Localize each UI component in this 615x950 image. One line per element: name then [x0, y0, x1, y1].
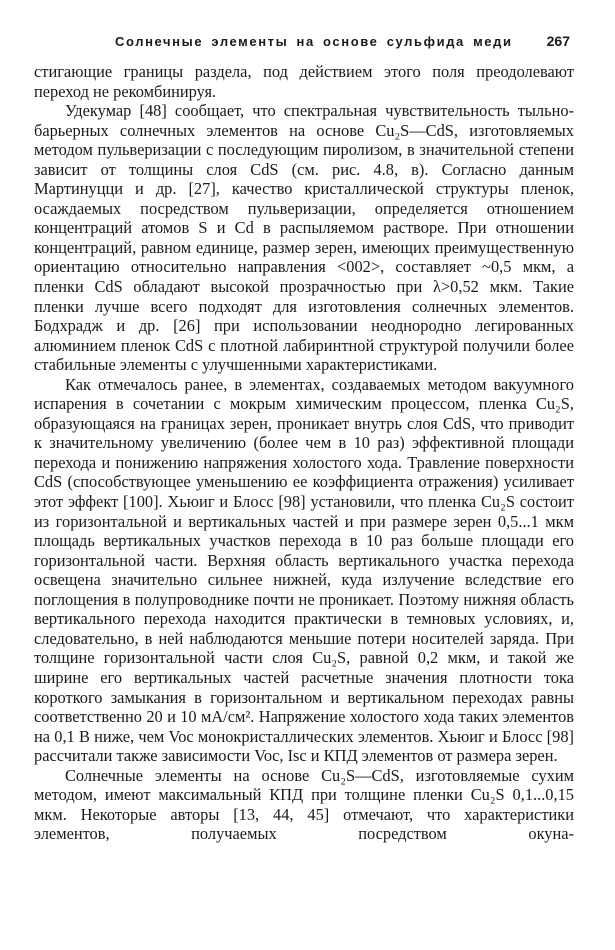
paragraph-1: стигающие границы раздела, под действием этого поля преодолевают переход не рекомбинируя.	[34, 62, 574, 101]
running-title: Солнечные элементы на основе сульфида меди	[115, 34, 513, 49]
paragraph-4: Солнечные элементы на основе Cu₂S—CdS, изготовляемые сухим методом, имеют максимальный КПД при толщине пленки Cu₂S 0,1...0,15 мкм. Некоторые авторы [13, 44, 45] отмечают, что характеристики элементов, получаемых посредством окуна-	[34, 765, 574, 844]
page-header	[60, 34, 570, 56]
page-number: 267	[546, 33, 570, 49]
body-text	[34, 62, 574, 844]
paragraph-3: Как отмечалось ранее, в элементах, создаваемых методом вакуумного испарения в сочетании с мокрым химическим процессом, пленка Cu₂S, образующаяся на границах зерен, проникает внутрь слоя CdS, что приводит к значительному увеличению (более чем в 10 раз) эффективной площади перехода и понижению напряжения холостого хода. Травление поверхности CdS (способствующее уменьшению ее коэффициента отражения) усиливает этот эффект [100]. Хьюиг и Блосс [98] установили, что пленка Cu₂S состоит из горизонтальной и вертикальных частей и при размере зерен 0,5...1 мкм площадь вертикальных участков перехода в 10 раз больше площади его горизонтальной части. Верхняя область вертикального участка перехода освещена значительно сильнее нижней, куда излучение вследствие его поглощения в полупроводнике почти не проникает. Поэтому нижняя область вертикального перехода находится практически в темновых условиях, и, следовательно, в ней наблюдаются меньшие потери носителей заряда. При толщине горизонтальной части слоя Cu₂S, равной 0,2 мкм, и такой же ширине его вертикальных частей расчетные значения плотности тока короткого замыкания в горизонтальном и вертикальном переходах равны соответственно 20 и 10 мА/см². Напряжение холостого хода таких элементов на 0,1 В ниже, чем Voc монокристаллических элементов. Хьюиг и Блосс [98] рассчитали также зависимости Voc, Isc и КПД элементов от размера зерен.	[34, 374, 574, 766]
paragraph-2: Удекумар [48] сообщает, что спектральная чувствительность тыльно-барьерных солнечных элементов на основе Cu₂S—CdS, изготовляемых методом пульверизации с последующим пиролизом, в значительной степени зависит от толщины слоя CdS (см. рис. 4.8, в). Согласно данным Мартинуцци и др. [27], качество кристаллической структуры пленок, осаждаемых посредством пульверизации, определяется отношением концентраций атомов S и Cd в распыляемом растворе. При отношении концентраций, равном единице, размер зерен, имеющих преимущественную ориентацию относительно направления <002>, составляет ~0,5 мкм, а пленки CdS обладают высокой прозрачностью при λ>0,52 мкм. Такие пленки лучше всего подходят для изготовления солнечных элементов. Бодхрадж и др. [26] при использовании неоднородно легированных алюминием пленок CdS с плотной лабиринтной структурой получили более стабильные элементы с улучшенными характеристиками.	[34, 101, 574, 375]
